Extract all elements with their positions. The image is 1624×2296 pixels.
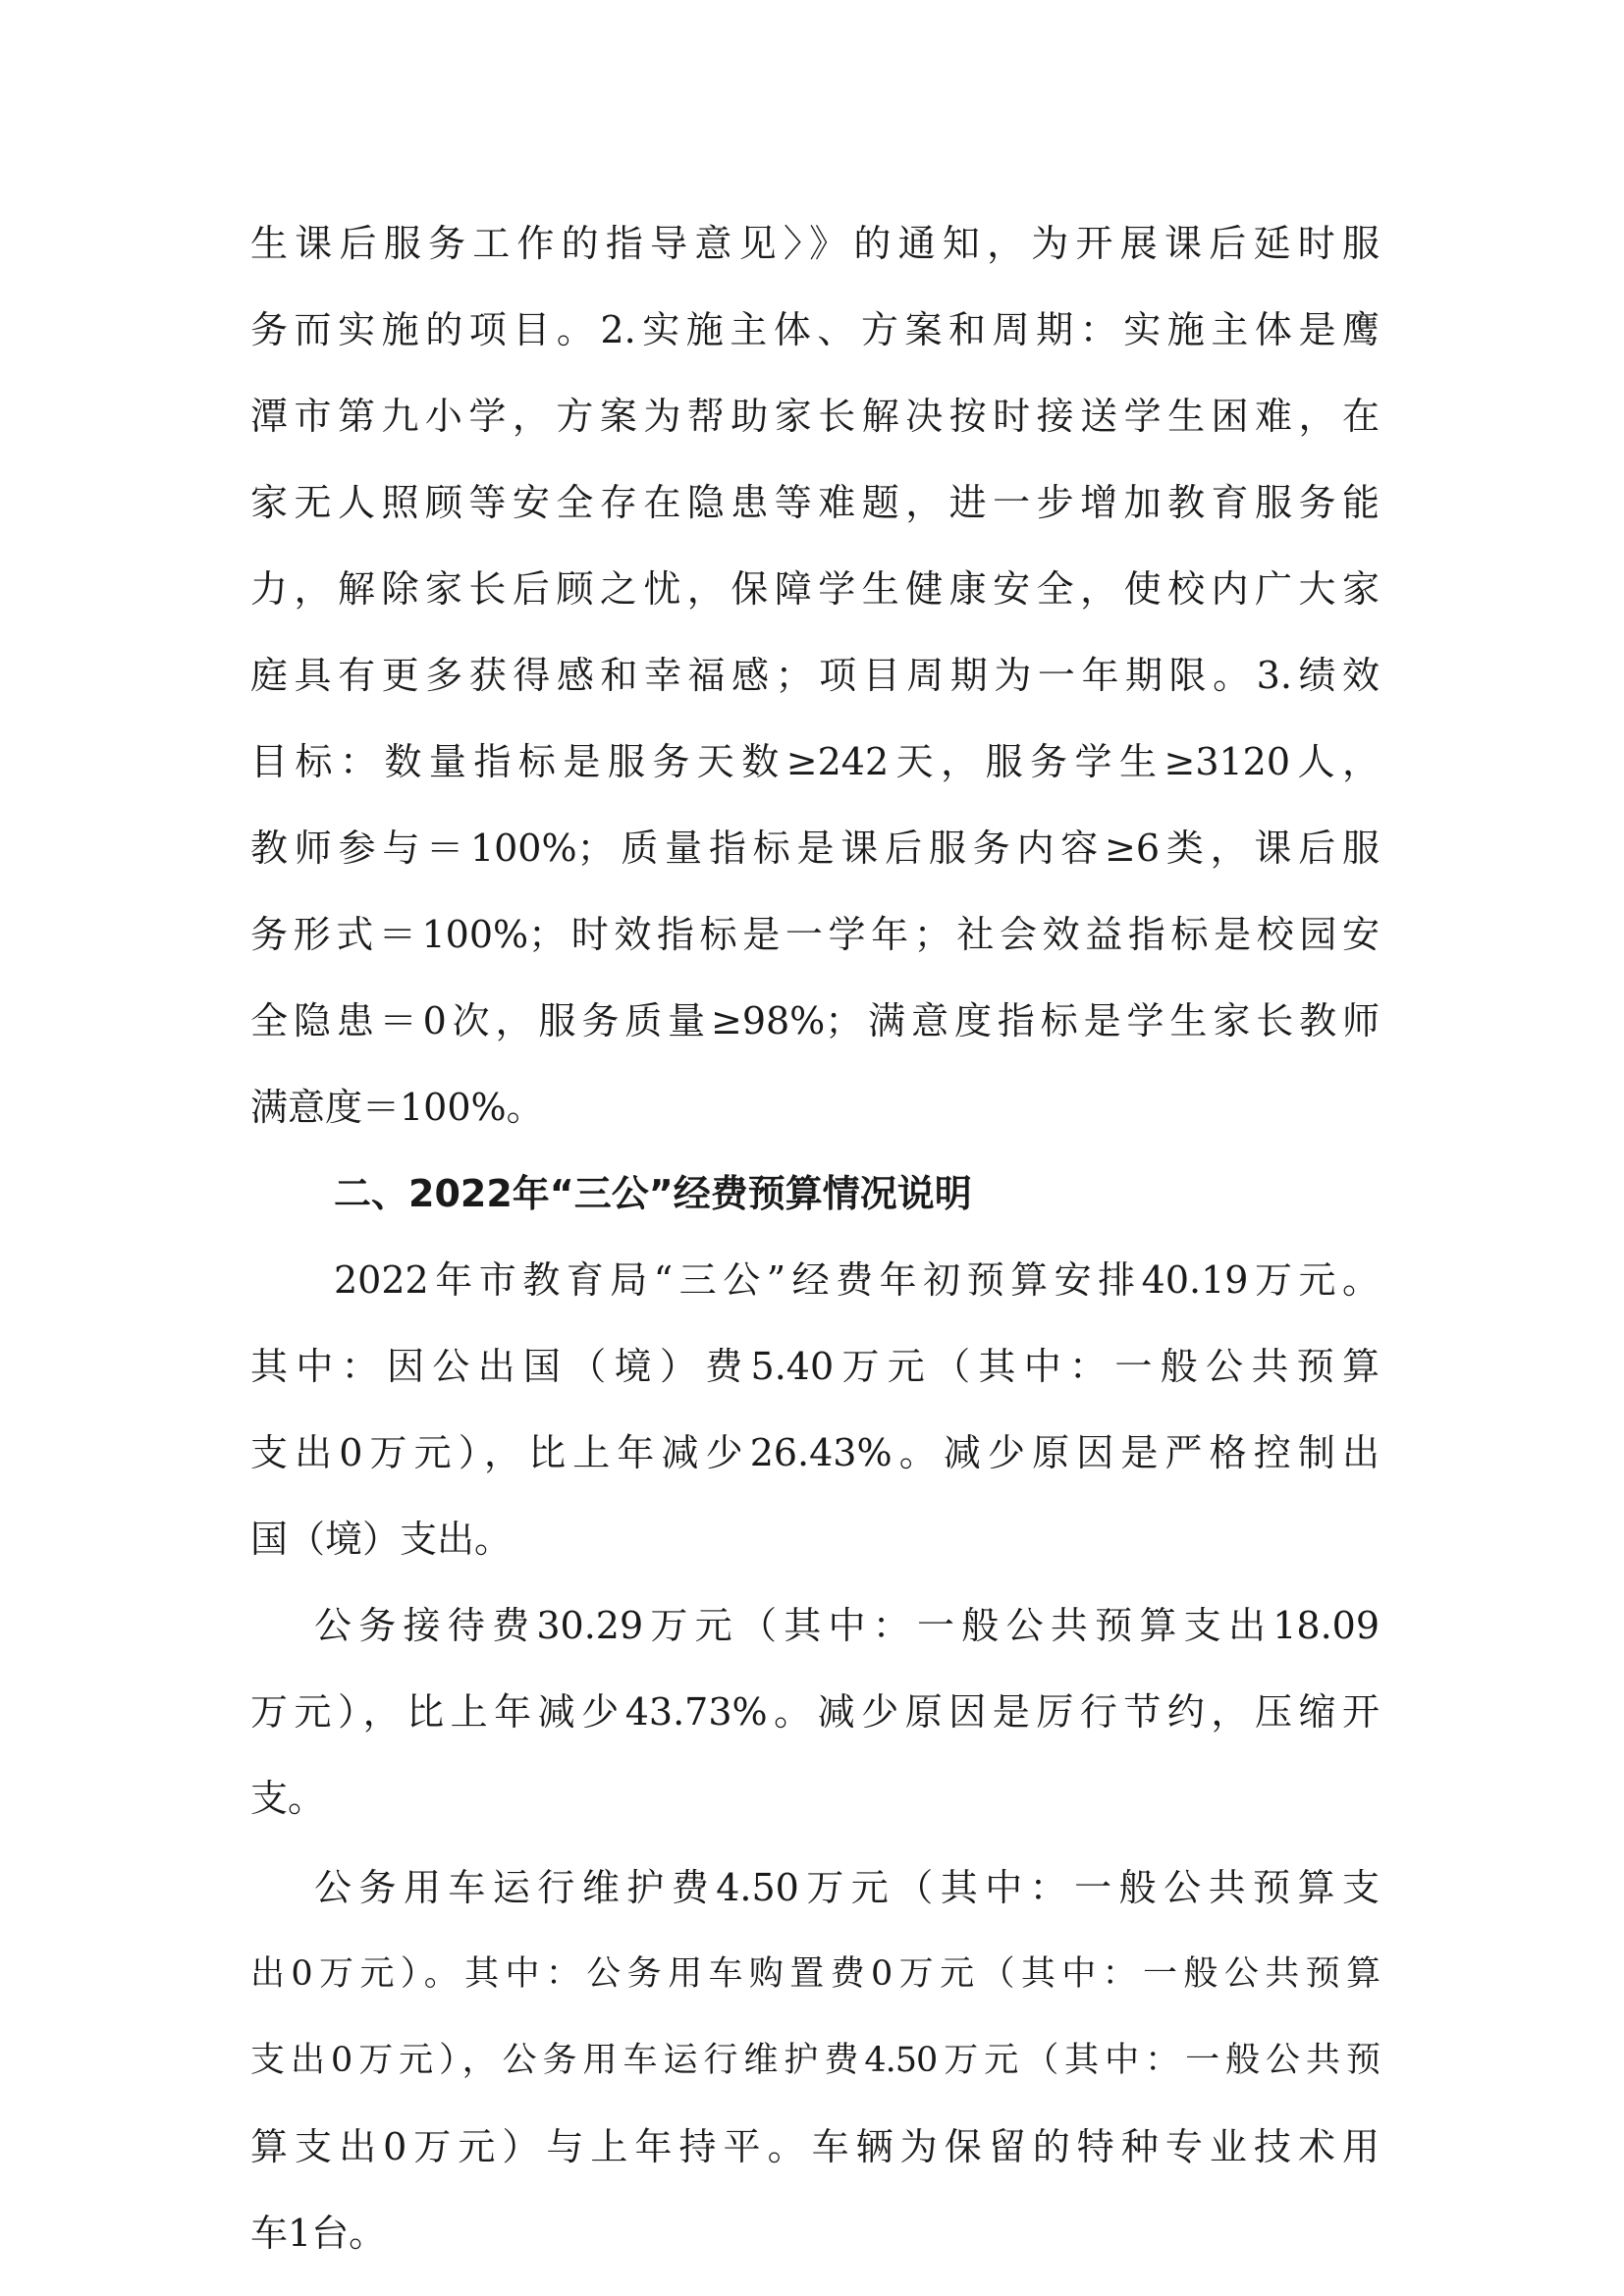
paragraph-line: 公务用车运行维护费4.50万元（其中：一般公共预算支 xyxy=(314,1866,1380,1909)
paragraph-line: 生课后服务工作的指导意见〉》的通知，为开展课后延时服 xyxy=(250,222,1380,265)
paragraph-line: 教师参与＝100%；质量指标是课后服务内容≥6类，课后服 xyxy=(250,827,1380,870)
paragraph-line: 出0万元）。其中：公务用车购置费0万元（其中：一般公共预算 xyxy=(250,1954,1380,1994)
paragraph-line: 支。 xyxy=(250,1777,326,1820)
paragraph-line: 全隐患＝0次，服务质量≥98%；满意度指标是学生家长教师 xyxy=(250,999,1380,1042)
paragraph-line: 务而实施的项目。2.实施主体、方案和周期：实施主体是鹰 xyxy=(250,308,1380,351)
paragraph-line: 支出0万元），公务用车运行维护费4.50万元（其中：一般公共预 xyxy=(250,2041,1380,2080)
paragraph-line: 目标：数量指标是服务天数≥242天，服务学生≥3120人， xyxy=(250,740,1380,783)
paragraph-line: 万元），比上年减少43.73%。减少原因是厉行节约，压缩开 xyxy=(250,1690,1380,1734)
paragraph-line: 庭具有更多获得感和幸福感；项目周期为一年期限。3.绩效 xyxy=(250,654,1380,697)
section-heading: 二、2022年“三公”经费预算情况说明 xyxy=(334,1172,972,1215)
paragraph-line: 公务接待费30.29万元（其中：一般公共预算支出18.09 xyxy=(314,1604,1380,1647)
paragraph-line: 务形式＝100%；时效指标是一学年；社会效益指标是校园安 xyxy=(250,913,1380,956)
paragraph-line: 2022年市教育局“三公”经费年初预算安排40.19万元。 xyxy=(334,1258,1380,1302)
paragraph-line: 潭市第九小学，方案为帮助家长解决按时接送学生困难，在 xyxy=(250,395,1380,438)
paragraph-line: 国（境）支出。 xyxy=(250,1518,513,1561)
paragraph-line: 家无人照顾等安全存在隐患等难题，进一步增加教育服务能 xyxy=(250,481,1380,524)
paragraph-line: 支出0万元），比上年减少26.43%。减少原因是严格控制出 xyxy=(250,1431,1380,1474)
paragraph-line: 算支出0万元）与上年持平。车辆为保留的特种专业技术用 xyxy=(250,2125,1380,2168)
paragraph-line: 其中：因公出国（境）费5.40万元（其中：一般公共预算 xyxy=(250,1345,1380,1388)
paragraph-line: 满意度＝100%。 xyxy=(250,1086,544,1129)
paragraph-line: 车1台。 xyxy=(250,2212,387,2255)
paragraph-line: 力，解除家长后顾之忧，保障学生健康安全，使校内广大家 xyxy=(250,567,1380,611)
